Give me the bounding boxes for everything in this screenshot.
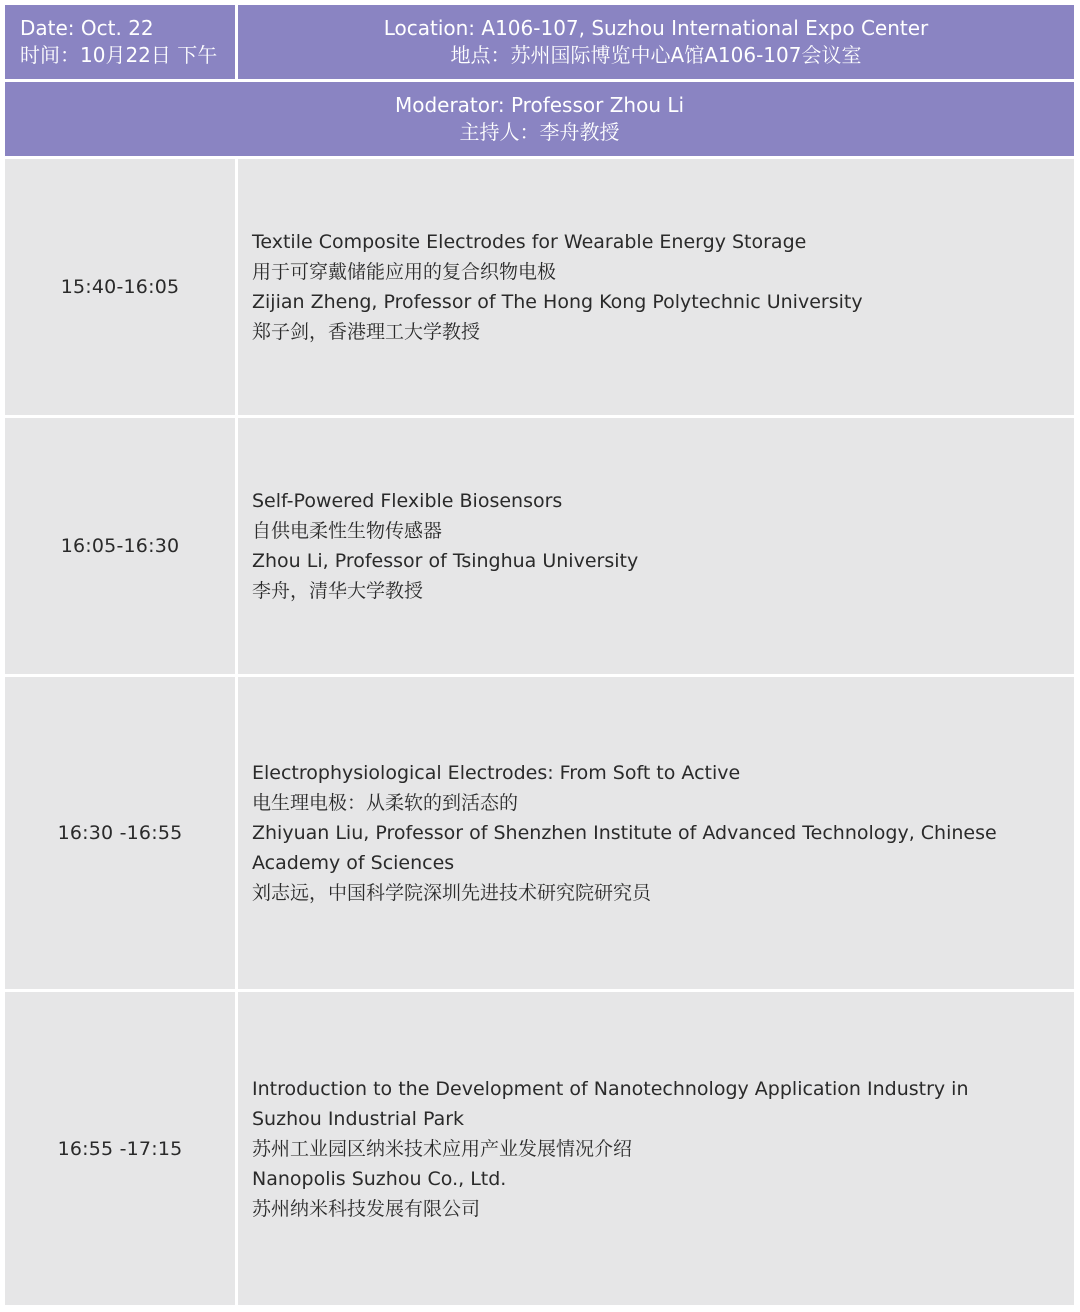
moderator-cn: 主持人：李舟教授 [459,120,620,144]
session-details [238,677,1074,989]
session-details [238,418,1074,674]
session-time [5,159,235,415]
session-details [238,159,1074,415]
session-title-en: Introduction to the Development of Nanotechnology Application Industry in Suzhou Industrial Park [252,1077,969,1130]
speaker-en: Nanopolis Suzhou Co., Ltd. [252,1167,507,1190]
location-cell [238,5,1074,79]
session-time-text: 15:40-16:05 [60,276,180,298]
session-title-en: Self-Powered Flexible Biosensors [252,490,563,512]
speaker-cn: 李舟，清华大学教授 [252,580,424,602]
speaker-cn: 苏州纳米科技发展有限公司 [252,1197,481,1220]
location-en: Location: A106-107, Suzhou International Expo Center [383,16,929,40]
session-time [5,677,235,989]
moderator-en: Moderator: Professor Zhou Li [394,93,685,117]
speaker-cn: 郑子剑，香港理工大学教授 [252,321,481,343]
date-en: Date: Oct. 22 [20,16,154,40]
session-title-en: Electrophysiological Electrodes: From Soft to Active [252,762,741,784]
speaker-en: Zhiyuan Liu, Professor of Shenzhen Institute of Advanced Technology, Chinese Academy of Sciences [252,822,997,874]
session-title-cn: 电生理电极：从柔软的到活态的 [252,792,519,814]
location-cn: 地点：苏州国际博览中心A馆A106-107会议室 [450,43,862,67]
speaker-en: Zhou Li, Professor of Tsinghua University [252,550,639,572]
session-time [5,418,235,674]
date-cn: 时间：10月22日 下午 [20,43,218,67]
session-time [5,992,235,1305]
speaker-cn: 刘志远，中国科学院深圳先进技术研究院研究员 [252,882,652,904]
session-details [238,992,1074,1305]
session-time-text: 16:55 -17:15 [57,1137,183,1160]
session-title-en: Textile Composite Electrodes for Wearable Energy Storage [252,231,807,253]
session-title-cn: 自供电柔性生物传感器 [252,520,443,542]
session-time-text: 16:05-16:30 [60,535,180,557]
session-title-cn: 苏州工业园区纳米技术应用产业发展情况介绍 [252,1137,633,1160]
session-title-cn: 用于可穿戴储能应用的复合织物电极 [252,261,557,283]
speaker-en: Zijian Zheng, Professor of The Hong Kong Polytechnic University [252,291,863,313]
moderator-cell [5,82,1074,156]
session-time-text: 16:30 -16:55 [57,822,183,844]
date-cell [5,5,235,79]
